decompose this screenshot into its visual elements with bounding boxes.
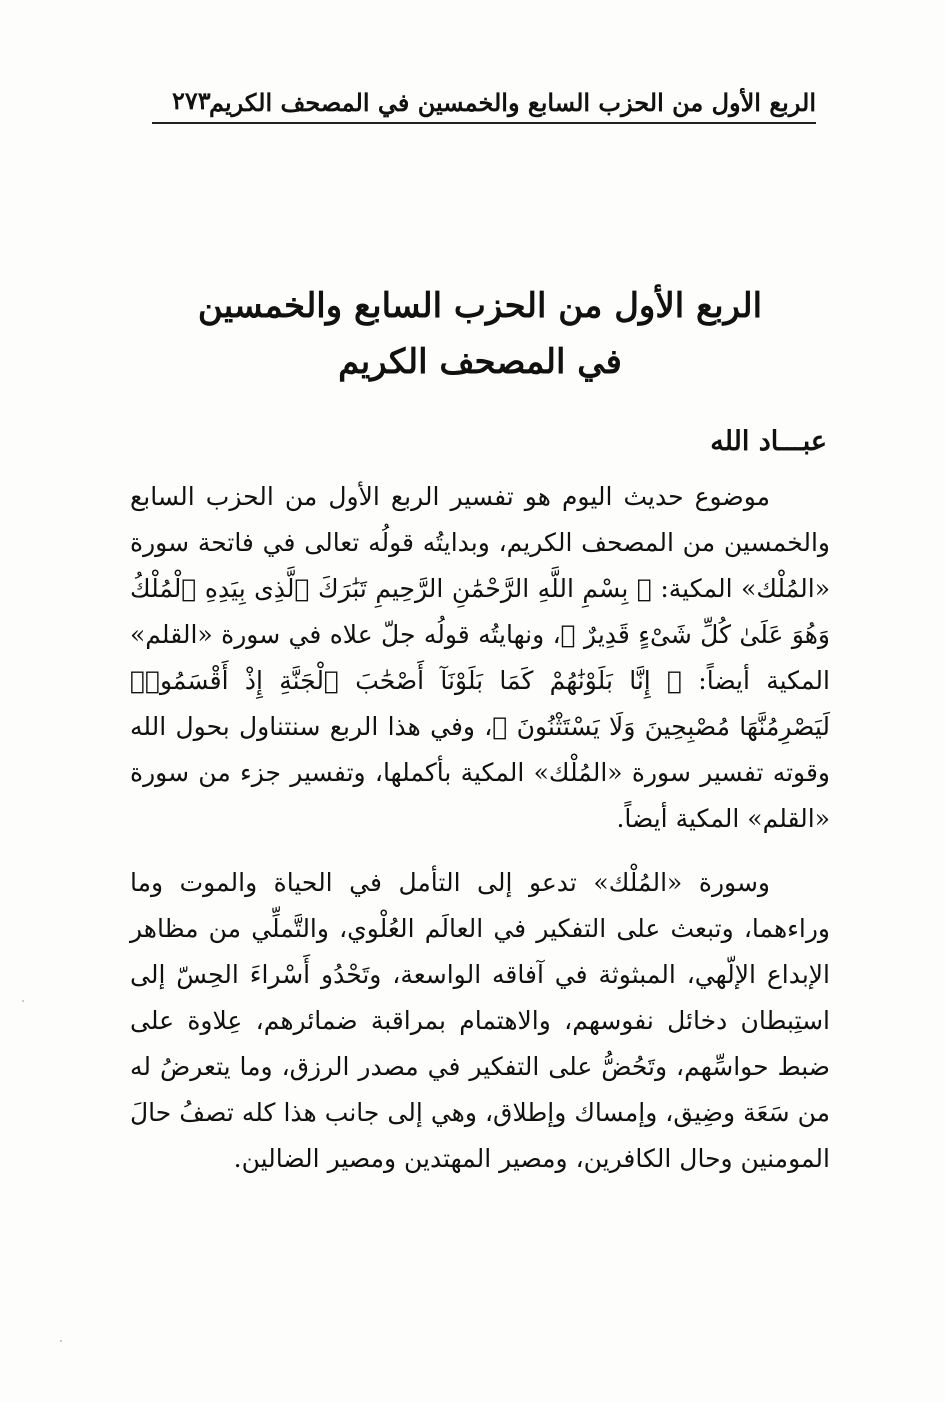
chapter-title (140, 278, 820, 390)
scan-speck (60, 1340, 62, 1342)
running-title: الربع الأول من الحزب السابع والخمسين في المصحف الكريم (209, 88, 816, 117)
scan-speck (22, 1000, 24, 1002)
page-number: ٢٧٣ (172, 86, 211, 115)
paragraph-2: وسورة «المُلْك» تدعو إلى التأمل في الحياة والموت وما وراءهما، وتبعث على التفكير في العالَم العُلْوي، والتَّملِّي من مظاهر الإبداع الإلّهي، المبثوثة في آفاقه الواسعة، وتَحْدُو أَسْراءَ الحِسّ إلى استِبطان دخائل نفوسهم، والاهتمام بمراقبة ضمائرهم، عِلاوة على ضبط حواسِّهم، وتَحُضُّ على التفكير في مصدر الرزق، وما يتعرضُ له من سَعَة وضِيق، وإمساك وإطلاق، وهي إلى جانب هذا كله تصفُ حالَ المومنين وحال الكافرين، ومصير المهتدين ومصير الضالين. (130, 868, 830, 1173)
chapter-title-line-2: في المصحف الكريم (338, 342, 622, 382)
chapter-title-line-1: الربع الأول من الحزب السابع والخمسين (197, 286, 763, 326)
running-header (152, 84, 816, 124)
body-text (130, 474, 830, 1200)
paragraph-1: موضوع حديث اليوم هو تفسير الربع الأول من الحزب السابع والخمسين من المصحف الكريم، وبدايتُه قولُه تعالى في فاتحة سورة «المُلْك» المكية: ﴿ بِسْمِ اللَّهِ الرَّحْمَٰنِ الرَّحِيمِ تَبَٰرَكَ ٱلَّذِى بِيَدِهِ ٱلْمُلْكُ وَهُوَ عَلَىٰ كُلِّ شَىْءٍ قَدِيرٌ ﴾، ونهايتُه قولُه جلّ علاه في سورة «القلم» المكية أيضاً: ﴿ إِنَّا بَلَوْنَٰهُمْ كَمَا بَلَوْنَآ أَصْحَٰبَ ٱلْجَنَّةِ إِذْ أَقْسَمُوا۟ لَيَصْرِمُنَّهَا مُصْبِحِينَ وَلَا يَسْتَثْنُونَ ﴾، وفي هذا الربع سنتناول بحول الله وقوته تفسير سورة «المُلْك» المكية بأكملها، وتفسير جزء من سورة «القلم» المكية أيضاً. (130, 482, 830, 833)
section-heading: عبـــاد الله (710, 426, 827, 457)
